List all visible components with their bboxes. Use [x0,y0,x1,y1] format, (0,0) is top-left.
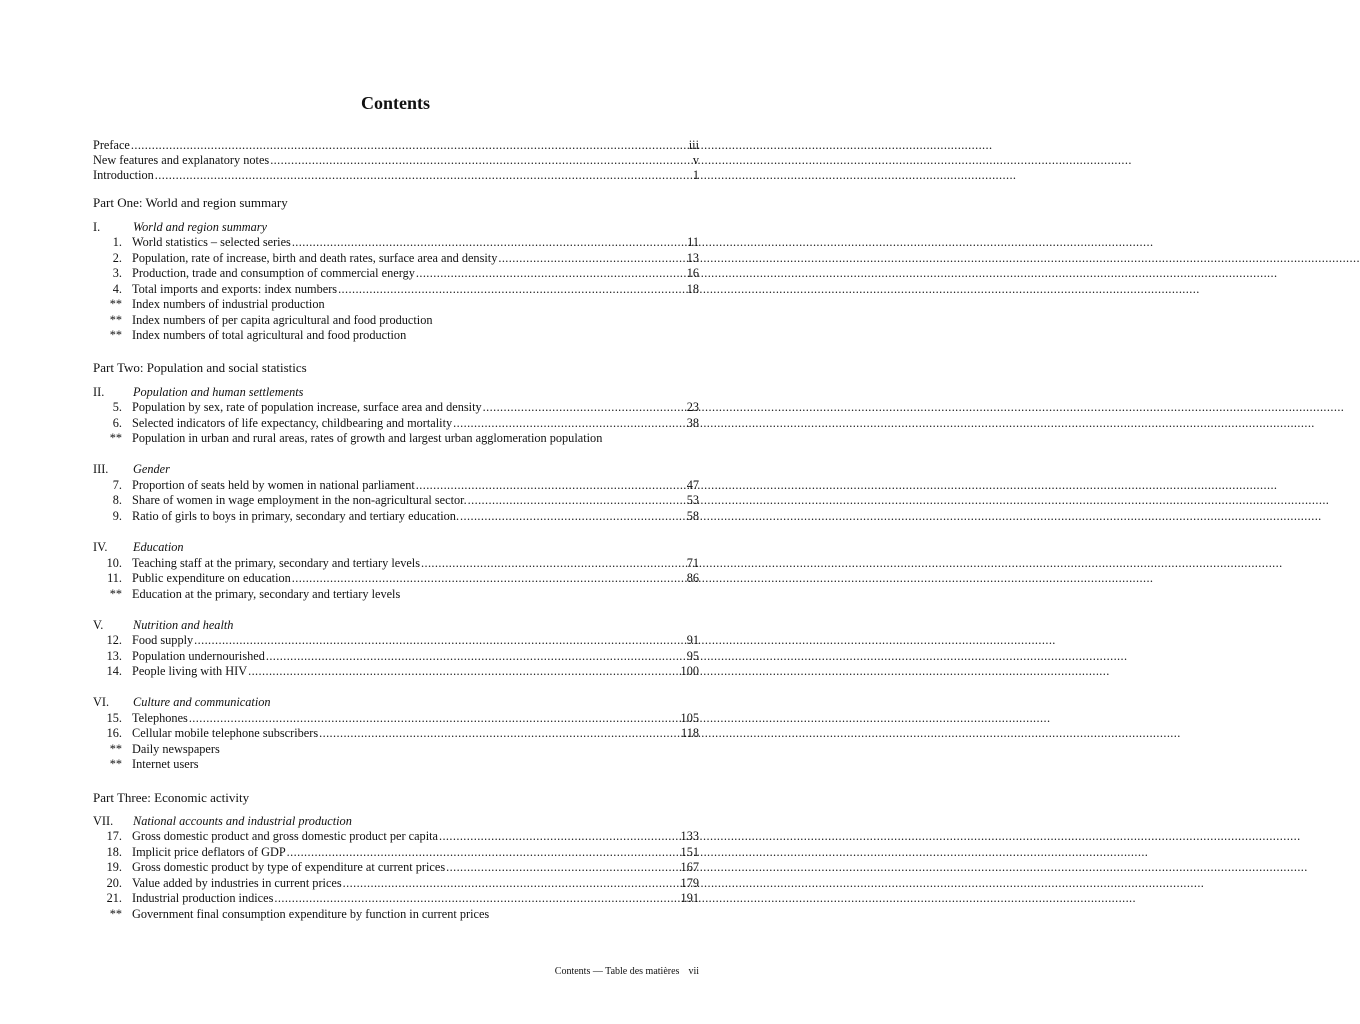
toc-entry-number: 8. [112,493,122,507]
toc-entry-text: Implicit price deflators of GDP [132,845,286,859]
toc-entry-text: People living with HIV [132,664,248,678]
toc-entry-text: Food supply [132,633,194,647]
toc-entry[interactable] [93,478,699,494]
footer-label: Contents — Table des matières [554,966,680,977]
toc-entry-text: Index numbers of industrial production [132,297,325,311]
toc-entry-page: 18 [686,282,699,296]
toc-entry-number: 17. [106,829,122,843]
toc-entry[interactable] [93,664,699,680]
toc-entry-text: Introduction [93,168,154,182]
toc-entry-page: 1 [692,168,699,182]
page-footer [555,966,699,977]
toc-entry-number: 2. [112,251,122,265]
section-heading [93,220,267,236]
toc-entry-page: 91 [686,633,699,647]
section-number: III. [93,462,109,476]
section-heading [93,618,233,634]
toc-entry-page: 179 [680,876,699,890]
toc-entry-page: 13 [686,251,699,265]
toc-entry[interactable] [93,876,699,892]
toc-entry-text: Index numbers of total agricultural and food production [132,328,407,342]
toc-entry[interactable] [93,907,699,923]
toc-entry-new-features[interactable] [93,153,699,169]
toc-entry-text: Index numbers of per capita agricultural and food production [132,313,433,327]
toc-entry-text: Preface [93,138,130,152]
dot-leader [343,876,680,892]
toc-entry-text: Population undernourished [132,649,265,663]
dot-leader [194,633,686,649]
section-title: Population and human settlements [133,385,304,399]
toc-entry[interactable] [93,235,699,251]
toc-entry-page: 47 [686,478,699,492]
toc-entry-preface[interactable] [93,138,699,154]
toc-entry-page: 133 [680,829,699,843]
page-title: Contents [360,93,430,113]
toc-entry-page: 151 [680,845,699,859]
part-three-heading: Part Three: Economic activity [93,790,250,805]
section-number: VII. [93,814,114,828]
toc-entry-introduction[interactable] [93,168,699,184]
toc-entry-number: 19. [106,860,122,874]
dot-leader [266,649,686,665]
toc-entry-number: 18. [106,845,122,859]
toc-entry-text: Total imports and exports: index numbers [132,282,338,296]
toc-entry-number: 12. [106,633,122,647]
toc-entry-page: 95 [686,649,699,663]
section-heading [93,814,352,830]
section-heading [93,385,303,401]
toc-entry[interactable] [93,845,699,861]
toc-entry-number: 9. [112,509,122,523]
toc-entry-text: Population in urban and rural areas, rates of growth and largest urban agglomeration population [132,431,603,445]
toc-entry-number: 14. [106,664,122,678]
toc-entry[interactable] [93,328,699,344]
dot-leader [131,138,688,154]
toc-entry[interactable] [93,587,699,603]
toc-entry-text: Selected indicators of life expectancy, childbearing and mortality [132,416,453,430]
dot-leader [155,168,692,184]
dot-leader [453,416,686,432]
toc-entry[interactable] [93,251,699,267]
toc-entry-text: Population by sex, rate of population increase, surface area and density [132,400,482,414]
section-heading [93,540,184,556]
toc-entry[interactable] [93,571,699,587]
toc-entry-number: 6. [112,416,122,430]
toc-entry-page: 100 [680,664,699,678]
toc-entry-text: Ratio of girls to boys in primary, secondary and tertiary education. [132,509,460,523]
toc-entry-page: 118 [681,726,699,740]
dot-leader [498,251,685,267]
toc-entry-number: ** [109,431,122,445]
toc-entry[interactable] [93,313,699,329]
section-title: Education [133,540,184,554]
toc-entry-text: Education at the primary, secondary and tertiary levels [132,587,401,601]
toc-entry-number: 16. [106,726,122,740]
dot-leader [439,829,680,845]
toc-entry-number: 10. [106,556,122,570]
toc-entry-text: Government final consumption expenditure by function in current prices [132,907,490,921]
toc-entry[interactable] [93,829,699,845]
toc-entry[interactable] [93,891,699,907]
toc-entry-number: ** [109,297,122,311]
dot-leader [421,556,686,572]
toc-entry-number: 11. [107,571,122,585]
toc-entry-page: 191 [680,891,699,905]
section-title: Gender [133,462,170,476]
dot-leader [446,860,679,876]
dot-leader [189,711,680,727]
toc-entry-text: Population, rate of increase, birth and death rates, surface area and density [132,251,498,265]
toc-entry[interactable] [93,556,699,572]
dot-leader [292,235,686,251]
toc-entry-number: 4. [112,282,122,296]
toc-entry-page: 16 [686,266,699,280]
toc-entry-text: Share of women in wage employment in the non-agricultural sector. [132,493,467,507]
toc-entry-number: 13. [106,649,122,663]
toc-entry[interactable] [93,757,699,773]
toc-entry-text: Proportion of seats held by women in national parliament [132,478,415,492]
toc-entry-text: Value added by industries in current prices [132,876,342,890]
part-one-heading: Part One: World and region summary [93,195,288,210]
section-heading [93,462,170,478]
section-number: V. [93,618,104,632]
section-title: Culture and communication [133,695,271,709]
toc-entry-page: 86 [686,571,699,585]
toc-entry-text: Gross domestic product by type of expenditure at current prices [132,860,446,874]
toc-entry-text: Production, trade and consumption of commercial energy [132,266,415,280]
toc-entry-text: World statistics – selected series [132,235,291,249]
toc-entry-number: ** [109,313,122,327]
toc-entry[interactable] [93,509,699,525]
toc-entry-text: Internet users [132,757,199,771]
section-title: National accounts and industrial production [133,814,352,828]
dot-leader [287,845,680,861]
toc-entry-number: ** [109,742,122,756]
section-number: VI. [93,695,110,709]
toc-entry[interactable] [93,297,699,313]
toc-entry[interactable] [93,266,699,282]
toc-entry-number: 21. [106,891,122,905]
dot-leader [319,726,680,742]
toc-entry[interactable] [93,860,699,876]
toc-entry-number: ** [109,907,122,921]
section-number: IV. [93,540,108,554]
section-number: II. [93,385,105,399]
dot-leader [416,478,686,494]
toc-entry-page: 71 [686,556,699,570]
section-title: World and region summary [133,220,268,234]
toc-entry-number: 3. [112,266,122,280]
toc-entry[interactable] [93,493,699,509]
toc-entry-text: Gross domestic product and gross domestic product per capita [132,829,438,843]
dot-leader [248,664,679,680]
dot-leader [460,509,686,525]
toc-entry-page: 53 [686,493,699,507]
dot-leader [274,891,679,907]
toc-entry[interactable] [93,400,699,416]
toc-entry-number: 20. [106,876,122,890]
toc-entry-number: 1. [112,235,122,249]
toc-entry-text: Public expenditure on education [132,571,291,585]
dot-leader [292,571,686,587]
toc-entry-page: 105 [680,711,699,725]
toc-entry[interactable] [93,649,699,665]
toc-entry[interactable] [93,431,699,447]
toc-entry[interactable] [93,711,699,727]
toc-entry-page: 11 [687,235,699,249]
toc-entry-page: 167 [680,860,699,874]
toc-entry-page: 38 [686,416,699,430]
toc-entry[interactable] [93,742,699,758]
toc-entry-page: iii [688,138,699,152]
dot-leader [338,282,686,298]
section-number: I. [93,220,101,234]
part-two-heading: Part Two: Population and social statistics [93,360,307,375]
toc-entry-number: 15. [106,711,122,725]
section-heading [93,695,271,711]
section-title: Nutrition and health [133,618,234,632]
toc-entry-text: Cellular mobile telephone subscribers [132,726,319,740]
toc-entry[interactable] [93,726,699,742]
toc-entry-page: 58 [686,509,699,523]
dot-leader [468,493,686,509]
toc-entry[interactable] [93,416,699,432]
toc-entry-page: 23 [686,400,699,414]
dot-leader [483,400,686,416]
toc-entry-text: Daily newspapers [132,742,220,756]
toc-entry-number: ** [109,328,122,342]
toc-entry-text: Teaching staff at the primary, secondary and tertiary levels [132,556,420,570]
dot-leader [416,266,686,282]
footer-page-number: vii [688,966,699,977]
toc-entry-text: Telephones [132,711,188,725]
toc-entry-text: Industrial production indices [132,891,274,905]
toc-entry[interactable] [93,633,699,649]
toc-entry-number: 5. [112,400,122,414]
toc-entry-number: ** [109,587,122,601]
dot-leader [270,153,692,169]
toc-entry-page: v [692,153,699,167]
toc-entry-number: ** [109,757,122,771]
toc-entry-number: 7. [112,478,122,492]
toc-entry-text: New features and explanatory notes [93,153,270,167]
toc-entry[interactable] [93,282,699,298]
